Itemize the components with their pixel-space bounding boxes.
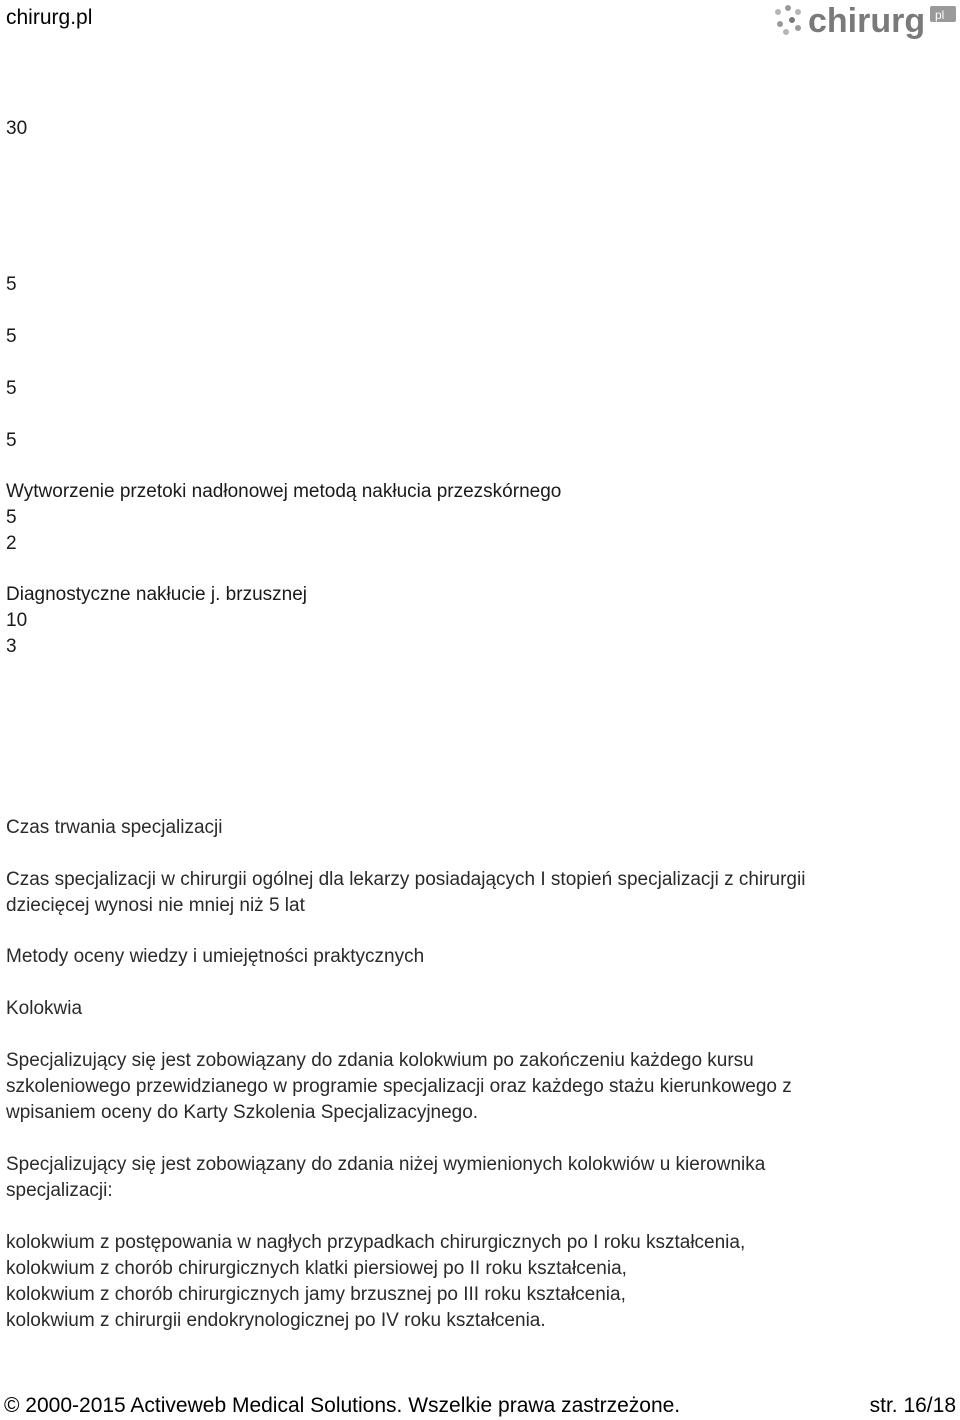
list-item: kolokwium z chorób chirurgicznych jamy brzusznej po III roku kształcenia, bbox=[6, 1284, 626, 1305]
paragraph-line: dziecięcej wynosi nie mniej niż 5 lat bbox=[6, 895, 305, 916]
value-line: 5 bbox=[6, 274, 17, 295]
value-line: 5 bbox=[6, 378, 17, 399]
logo-text: chirurg bbox=[808, 2, 926, 40]
chirurg-logo bbox=[770, 0, 960, 44]
paragraph-line: specjalizacji: bbox=[6, 1180, 113, 1201]
paragraph-line: wpisaniem oceny do Karty Szkolenia Specjalizacyjnego. bbox=[6, 1102, 479, 1123]
row-value: 2 bbox=[6, 533, 17, 554]
row-value: 10 bbox=[6, 610, 28, 631]
value-line: 5 bbox=[6, 430, 17, 451]
paragraph-line: Czas specjalizacji w chirurgii ogólnej dla lekarzy posiadających I stopień specjalizacji z chirurgii bbox=[6, 869, 806, 890]
list-item: kolokwium z postępowania w nagłych przypadkach chirurgicznych po I roku kształcenia, bbox=[6, 1232, 746, 1253]
copyright-text: © 2000-2015 Activeweb Medical Solutions. Wszelkie prawa zastrzeżone. bbox=[4, 1394, 681, 1417]
subheading: Kolokwia bbox=[6, 998, 83, 1019]
row-label: Wytworzenie przetoki nadłonowej metodą nakłucia przezskórnego bbox=[6, 481, 562, 502]
logo-suffix: pl bbox=[935, 8, 945, 22]
paragraph-line: Specjalizujący się jest zobowiązany do zdania niżej wymienionych kolokwiów u kierownika bbox=[6, 1154, 766, 1175]
section-heading: Metody oceny wiedzy i umiejętności praktycznych bbox=[6, 946, 425, 967]
section-heading: Czas trwania specjalizacji bbox=[6, 817, 223, 838]
page-number: str. 16/18 bbox=[869, 1394, 956, 1417]
row-value: 5 bbox=[6, 507, 17, 528]
row-label: Diagnostyczne nakłucie j. brzusznej bbox=[6, 584, 307, 605]
list-item: kolokwium z chirurgii endokrynologicznej po IV roku kształcenia. bbox=[6, 1310, 546, 1331]
value-line: 5 bbox=[6, 326, 17, 347]
paragraph-line: Specjalizujący się jest zobowiązany do zdania kolokwium po zakończeniu każdego kursu bbox=[6, 1050, 754, 1071]
site-name: chirurg.pl bbox=[6, 6, 93, 29]
value-line: 30 bbox=[6, 118, 28, 139]
list-item: kolokwium z chorób chirurgicznych klatki piersiowej po II roku kształcenia, bbox=[6, 1258, 627, 1279]
paragraph-line: szkoleniowego przewidzianego w programie specjalizacji oraz każdego stażu kierunkowego z bbox=[6, 1076, 792, 1097]
row-value: 3 bbox=[6, 636, 17, 657]
logo-mark-icon bbox=[770, 0, 960, 44]
